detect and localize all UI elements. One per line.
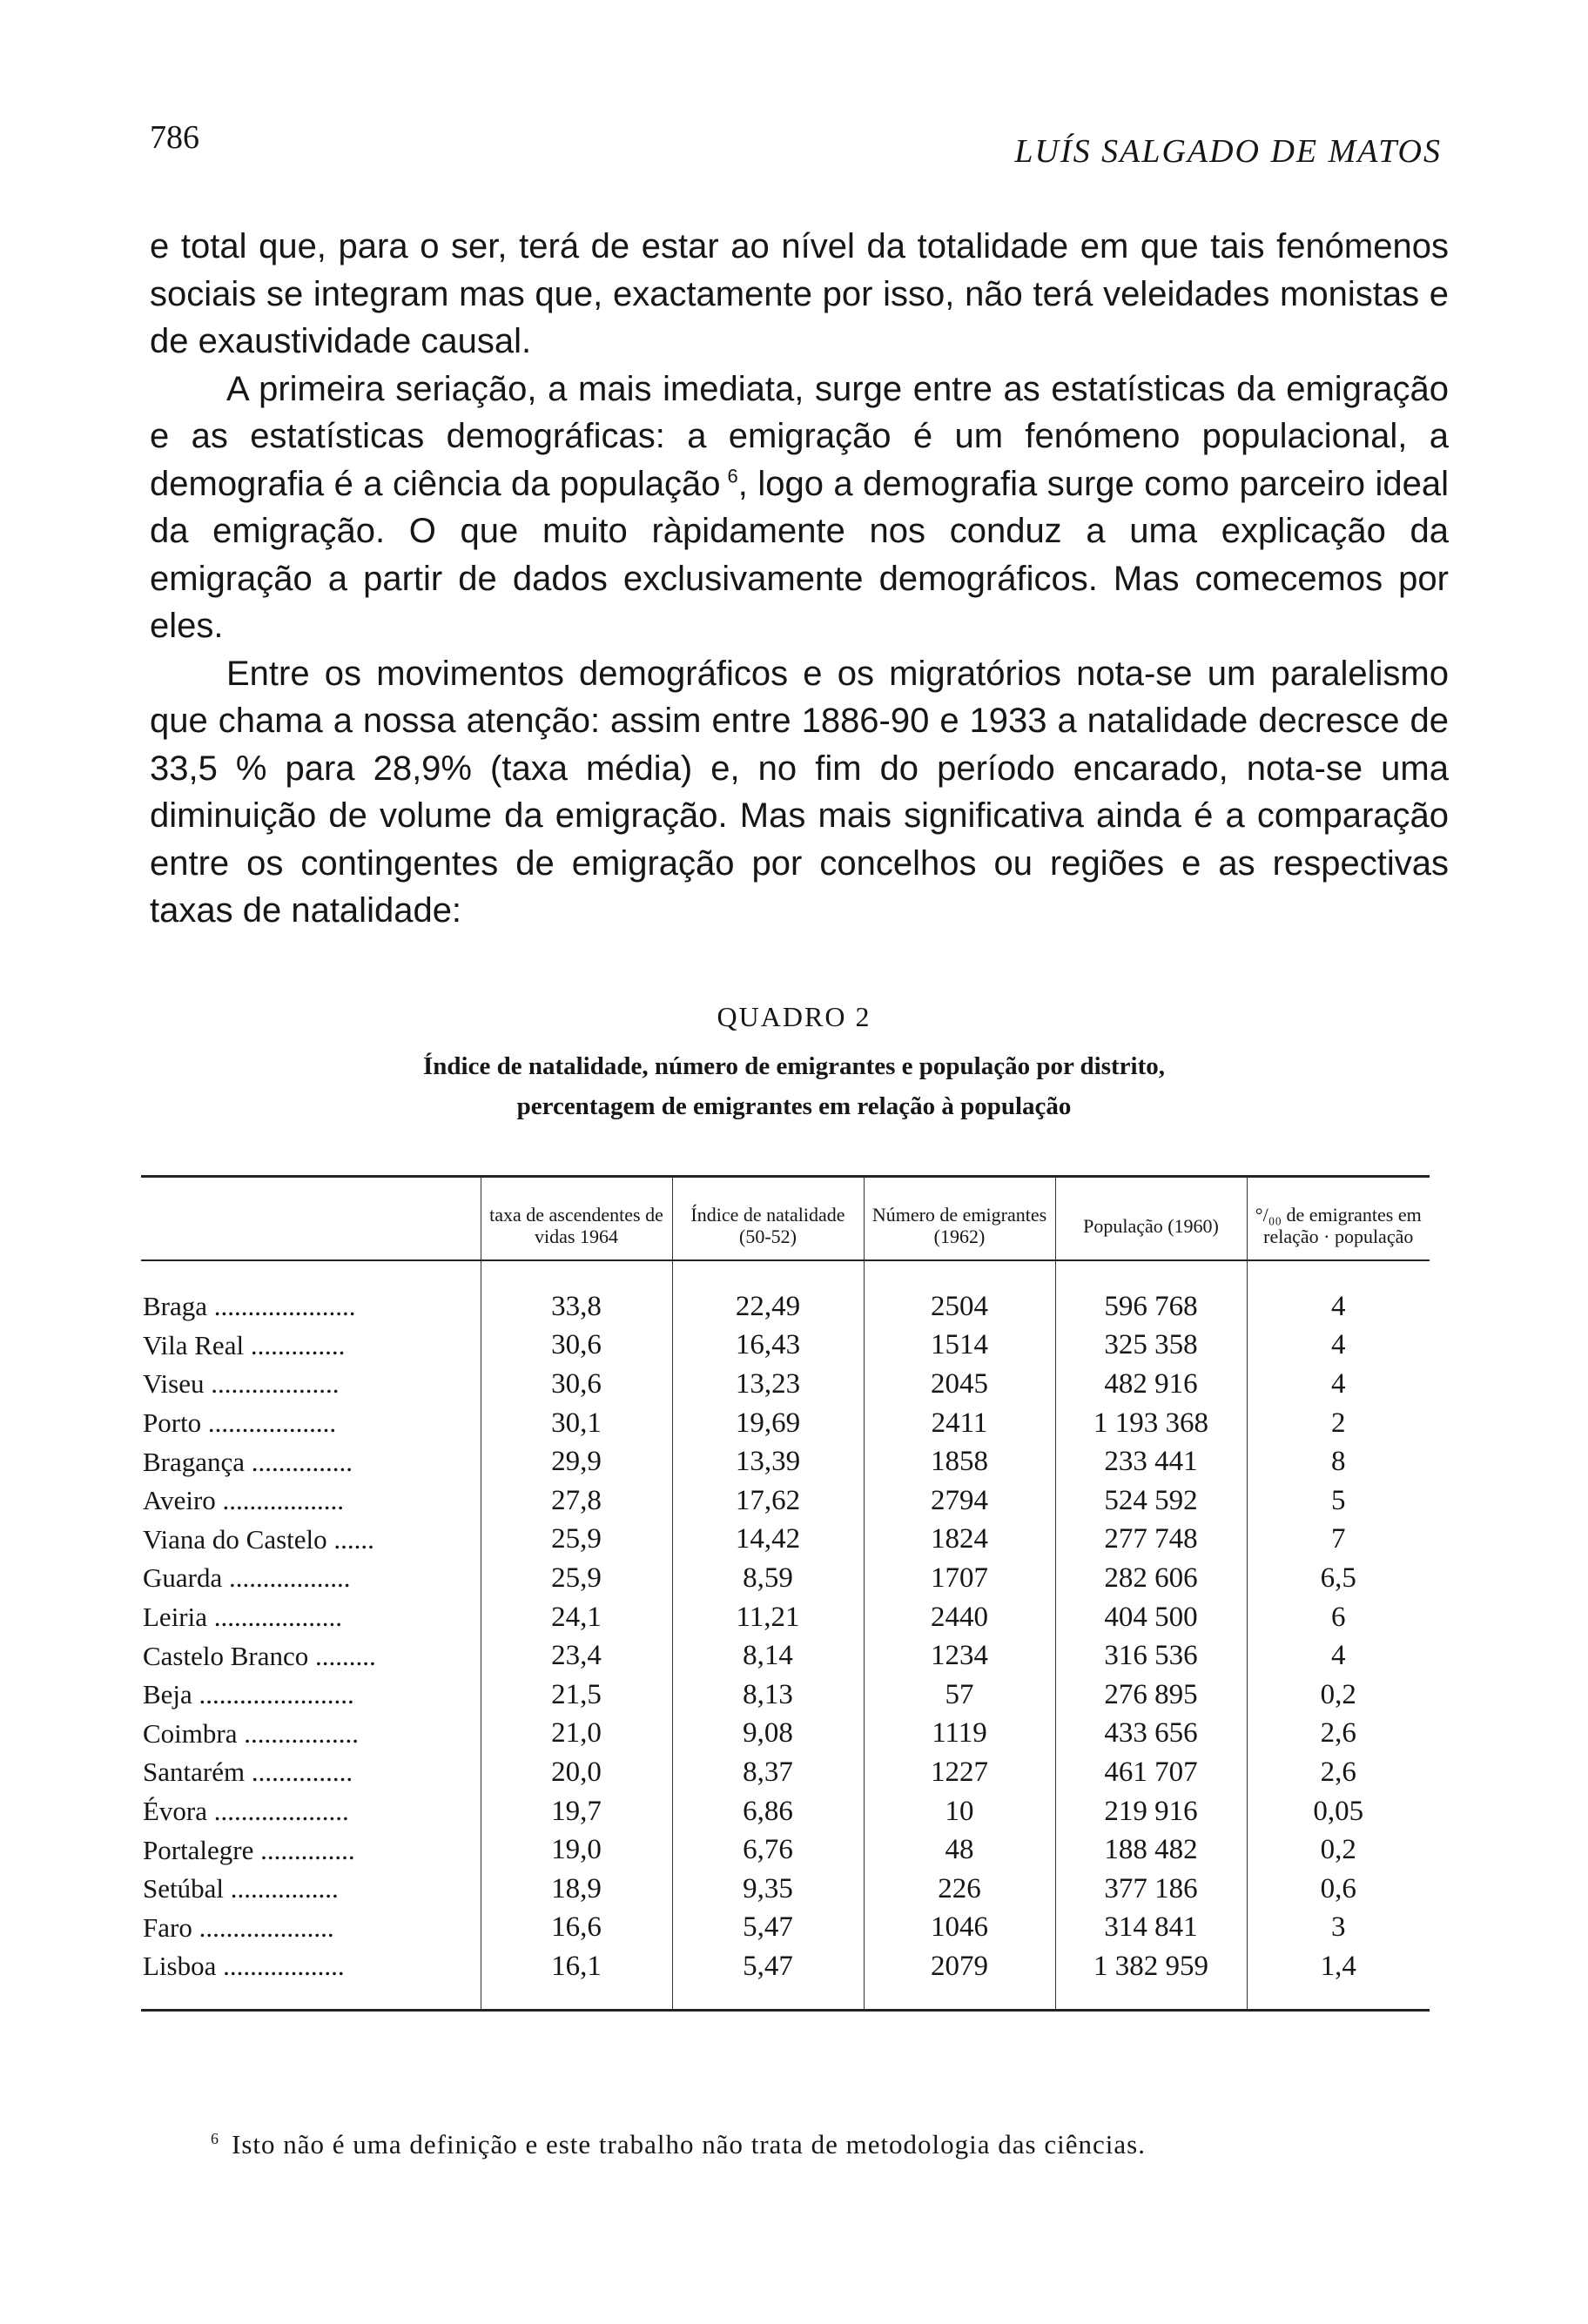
cell-emigrants-per-mille: 3 (1247, 1909, 1430, 1948)
cell-emigrants: 2440 (864, 1598, 1055, 1637)
cell-birth-rate: 16,6 (481, 1909, 672, 1948)
cell-natality-index: 8,37 (672, 1753, 864, 1792)
cell-natality-index: 13,39 (672, 1442, 864, 1481)
cell-emigrants: 226 (864, 1870, 1055, 1909)
cell-district-name: Aveiro .................. (143, 1485, 345, 1516)
table-label: QUADRO 2 (717, 1001, 871, 1032)
cell-natality-index: 6,86 (672, 1792, 864, 1831)
cell-district-name: Braga ..................... (143, 1291, 356, 1322)
cell-emigrants-per-mille: 5 (1247, 1481, 1430, 1521)
cell-natality-index: 5,47 (672, 1947, 864, 2009)
table-caption (261, 1046, 1327, 1126)
cell-natality-index: 5,47 (672, 1909, 864, 1948)
cell-population: 276 895 (1055, 1676, 1247, 1715)
table-row (141, 1365, 1430, 1404)
table-row (141, 1481, 1430, 1521)
cell-emigrants-per-mille: 8 (1247, 1442, 1430, 1481)
header-natality-index: Índice de natalidade (50-52) (672, 1178, 864, 1260)
cell-natality-index: 6,76 (672, 1830, 864, 1870)
cell-natality-index: 22,49 (672, 1260, 864, 1327)
footnote-text: Isto não é uma definição e este trabalho não trata de metodologia das ciências. (232, 2129, 1146, 2159)
cell-birth-rate: 29,9 (481, 1442, 672, 1481)
cell-population: 277 748 (1055, 1521, 1247, 1560)
cell-district-name: Setúbal ................ (143, 1873, 339, 1904)
table-caption-line-1: Índice de natalidade, número de emigrantes e população por distrito, (422, 1052, 1166, 1080)
table-row (141, 1559, 1430, 1598)
cell-district-name: Beja ....................... (143, 1679, 354, 1710)
table-row (141, 1830, 1430, 1870)
cell-district-name: Leiria ................... (143, 1602, 343, 1633)
cell-district-name: Coimbra ................. (143, 1717, 359, 1749)
cell-emigrants-per-mille: 4 (1247, 1327, 1430, 1366)
cell-district-name: Évora .................... (143, 1796, 349, 1827)
cell-natality-index: 17,62 (672, 1481, 864, 1521)
footnote-mark: 6 (211, 2129, 219, 2147)
header-emigrants-per-mille: °/₀₀ de emigrantes em relação · população (1247, 1178, 1430, 1260)
cell-birth-rate: 25,9 (481, 1521, 672, 1560)
cell-birth-rate: 18,9 (481, 1870, 672, 1909)
cell-emigrants: 48 (864, 1830, 1055, 1870)
footnote-reference[interactable]: 6 (727, 465, 738, 487)
cell-emigrants-per-mille: 0,6 (1247, 1870, 1430, 1909)
cell-birth-rate: 23,4 (481, 1636, 672, 1676)
table-row (141, 1260, 1430, 1327)
cell-population: 404 500 (1055, 1598, 1247, 1637)
cell-emigrants: 1227 (864, 1753, 1055, 1792)
cell-birth-rate: 27,8 (481, 1481, 672, 1521)
cell-emigrants-per-mille: 1,4 (1247, 1947, 1430, 2009)
cell-emigrants: 1707 (864, 1559, 1055, 1598)
cell-population: 524 592 (1055, 1481, 1247, 1521)
table-row (141, 1327, 1430, 1366)
cell-district-name: Bragança ............... (143, 1446, 353, 1477)
cell-district-name: Faro .................... (143, 1911, 334, 1943)
cell-birth-rate: 20,0 (481, 1753, 672, 1792)
cell-emigrants-per-mille: 2,6 (1247, 1753, 1430, 1792)
cell-emigrants: 1514 (864, 1327, 1055, 1366)
cell-natality-index: 8,13 (672, 1676, 864, 1715)
table-row (141, 1715, 1430, 1754)
cell-population: 219 916 (1055, 1792, 1247, 1831)
cell-population: 377 186 (1055, 1870, 1247, 1909)
cell-birth-rate: 21,5 (481, 1676, 672, 1715)
cell-emigrants-per-mille: 2 (1247, 1404, 1430, 1443)
cell-district-name: Viseu ................... (143, 1368, 340, 1400)
cell-natality-index: 8,59 (672, 1559, 864, 1598)
table-row (141, 1753, 1430, 1792)
cell-emigrants-per-mille: 0,05 (1247, 1792, 1430, 1831)
cell-natality-index: 9,08 (672, 1715, 864, 1754)
cell-population: 482 916 (1055, 1365, 1247, 1404)
running-head: LUÍS SALGADO DE MATOS (1014, 133, 1442, 170)
header-emigrants: Número de emigrantes (1962) (864, 1178, 1055, 1260)
cell-emigrants: 57 (864, 1676, 1055, 1715)
cell-emigrants: 1046 (864, 1909, 1055, 1948)
cell-district-name: Viana do Castelo ...... (143, 1523, 374, 1555)
cell-population: 325 358 (1055, 1327, 1247, 1366)
cell-birth-rate: 19,7 (481, 1792, 672, 1831)
table-row (141, 1521, 1430, 1560)
cell-birth-rate: 19,0 (481, 1830, 672, 1870)
cell-emigrants-per-mille: 2,6 (1247, 1715, 1430, 1754)
table-bottom-rule (141, 2009, 1430, 2012)
table-row (141, 1404, 1430, 1443)
header-district (141, 1178, 481, 1260)
cell-population: 461 707 (1055, 1753, 1247, 1792)
cell-population: 1 193 368 (1055, 1404, 1247, 1443)
cell-emigrants-per-mille: 6,5 (1247, 1559, 1430, 1598)
cell-emigrants-per-mille: 7 (1247, 1521, 1430, 1560)
cell-natality-index: 9,35 (672, 1870, 864, 1909)
cell-population: 316 536 (1055, 1636, 1247, 1676)
cell-population: 314 841 (1055, 1909, 1247, 1948)
cell-birth-rate: 33,8 (481, 1260, 672, 1327)
table-row (141, 1909, 1430, 1948)
cell-emigrants: 2504 (864, 1260, 1055, 1327)
cell-emigrants: 1858 (864, 1442, 1055, 1481)
table-row (141, 1676, 1430, 1715)
paragraph-3: Entre os movimentos demográficos e os migratórios nota-se um paralelismo que chama a nossa atenção: assim entre 1886-90 e 1933 a natalidade decresce de 33,5 % para 28,9% (taxa média) e, no fim do período encarado, nota-se uma diminuição de volume da emigração. Mas mais significativa ainda é a comparação entre os contingentes de emigração por concelhos ou regiões e as respectivas taxas de natalidade: (150, 654, 1449, 930)
cell-district-name: Vila Real .............. (143, 1329, 346, 1360)
paragraph-2-text-b: , logo a demografia surge como parceiro ideal da emigração. O que muito ràpidamente nos conduz a uma explicação da emigração a partir de dados exclusivamente demográficos. Mas comecemos por eles. (150, 464, 1449, 645)
cell-birth-rate: 24,1 (481, 1598, 672, 1637)
cell-district-name: Castelo Branco ......... (143, 1640, 376, 1671)
cell-natality-index: 14,42 (672, 1521, 864, 1560)
cell-natality-index: 13,23 (672, 1365, 864, 1404)
header-birth-rate-1964: taxa de ascendentes de vidas 1964 (481, 1178, 672, 1260)
cell-emigrants: 2794 (864, 1481, 1055, 1521)
page-number: 786 (150, 119, 199, 156)
cell-district-name: Portalegre .............. (143, 1834, 355, 1865)
table-row (141, 1947, 1430, 2009)
cell-district-name: Guarda .................. (143, 1562, 351, 1594)
table-row (141, 1870, 1430, 1909)
cell-population: 1 382 959 (1055, 1947, 1247, 2009)
cell-emigrants-per-mille: 4 (1247, 1636, 1430, 1676)
cell-emigrants: 1234 (864, 1636, 1055, 1676)
table-row (141, 1792, 1430, 1831)
cell-district-name: Lisboa .................. (143, 1951, 345, 1982)
cell-emigrants-per-mille: 0,2 (1247, 1830, 1430, 1870)
cell-birth-rate: 30,1 (481, 1404, 672, 1443)
paragraph-2 (150, 366, 1449, 650)
data-table (141, 1175, 1430, 2012)
cell-natality-index: 11,21 (672, 1598, 864, 1637)
cell-population: 233 441 (1055, 1442, 1247, 1481)
cell-emigrants: 10 (864, 1792, 1055, 1831)
table-caption-line-2: percentagem de emigrantes em relação à população (516, 1092, 1072, 1120)
cell-birth-rate: 25,9 (481, 1559, 672, 1598)
cell-emigrants: 2411 (864, 1404, 1055, 1443)
cell-natality-index: 16,43 (672, 1327, 864, 1366)
body-text (150, 223, 1449, 935)
cell-emigrants-per-mille: 4 (1247, 1365, 1430, 1404)
cell-emigrants: 2045 (864, 1365, 1055, 1404)
footnote (211, 2129, 1146, 2160)
cell-population: 433 656 (1055, 1715, 1247, 1754)
cell-birth-rate: 21,0 (481, 1715, 672, 1754)
cell-population: 188 482 (1055, 1830, 1247, 1870)
cell-emigrants: 2079 (864, 1947, 1055, 2009)
table-row (141, 1636, 1430, 1676)
cell-emigrants-per-mille: 6 (1247, 1598, 1430, 1637)
cell-emigrants-per-mille: 4 (1247, 1260, 1430, 1327)
cell-natality-index: 19,69 (672, 1404, 864, 1443)
paragraph-1: e total que, para o ser, terá de estar ao nível da totalidade em que tais fenómenos sociais se integram mas que, exactamente por isso, não terá veleidades monistas e de exaustividade causal. (150, 227, 1449, 360)
header-population: População (1960) (1055, 1178, 1247, 1260)
paragraph-2-text-a: A primeira seriação, a mais imediata, surge entre as estatísticas da emigração e as estatísticas demográficas: a emigração é um fenómeno populacional, a demografia é a ciência da população (150, 369, 1449, 503)
cell-birth-rate: 16,1 (481, 1947, 672, 2009)
cell-district-name: Santarém ............... (143, 1756, 353, 1788)
cell-population: 596 768 (1055, 1260, 1247, 1327)
table-row (141, 1442, 1430, 1481)
cell-population: 282 606 (1055, 1559, 1247, 1598)
cell-birth-rate: 30,6 (481, 1365, 672, 1404)
cell-emigrants: 1119 (864, 1715, 1055, 1754)
cell-emigrants-per-mille: 0,2 (1247, 1676, 1430, 1715)
cell-district-name: Porto ................... (143, 1407, 337, 1439)
cell-natality-index: 8,14 (672, 1636, 864, 1676)
cell-emigrants: 1824 (864, 1521, 1055, 1560)
cell-birth-rate: 30,6 (481, 1327, 672, 1366)
table-header-row (141, 1178, 1430, 1260)
table-row (141, 1598, 1430, 1637)
